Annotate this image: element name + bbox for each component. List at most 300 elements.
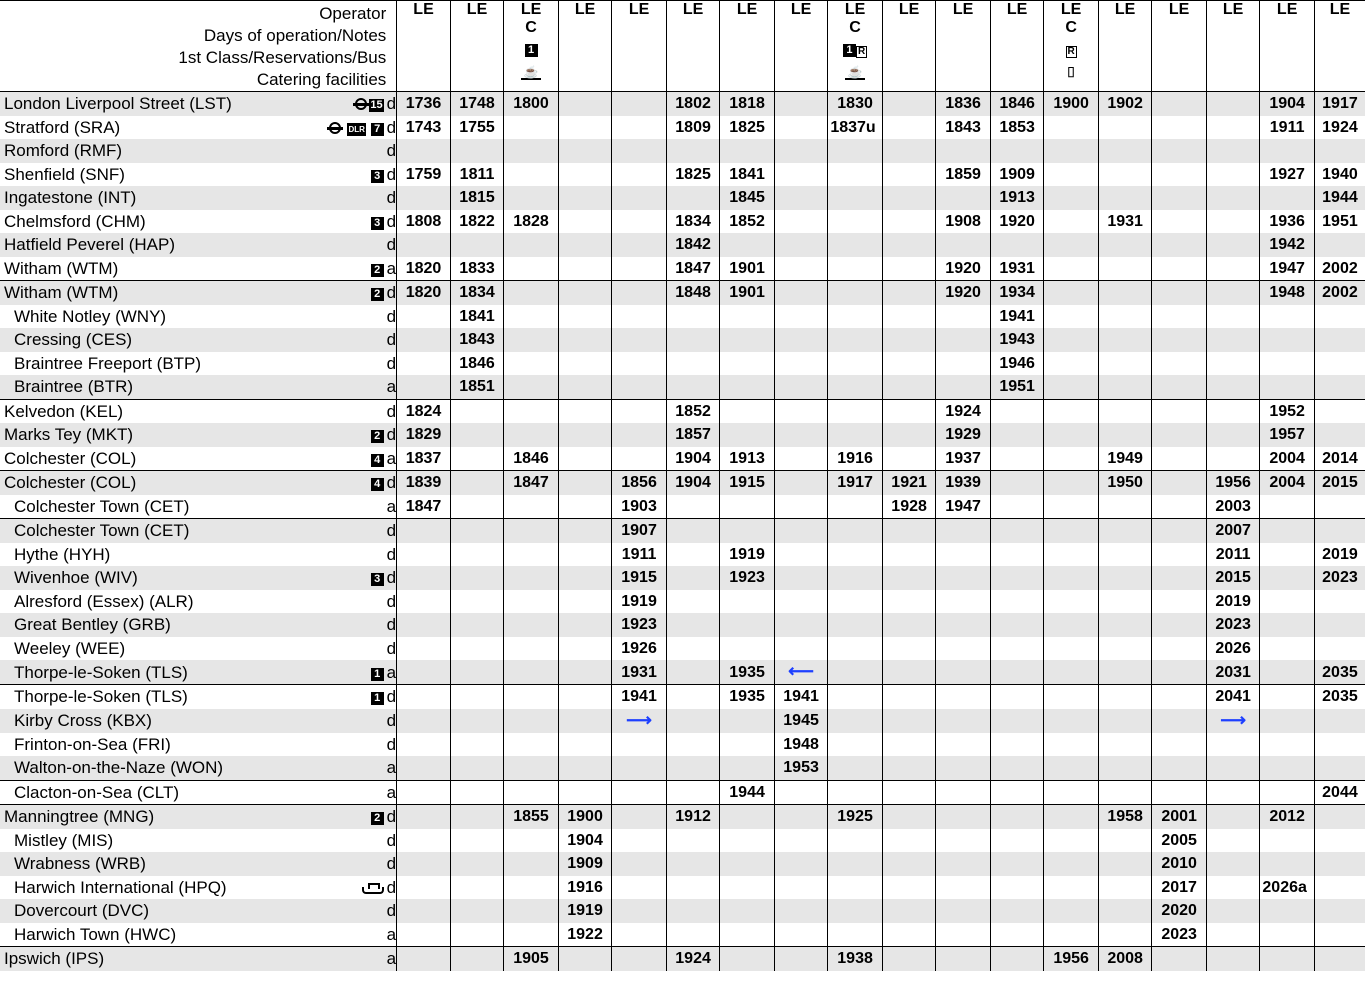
- time-cell: 1931: [612, 660, 667, 685]
- service-column-header: [882, 1, 936, 92]
- station-facilities: [303, 899, 387, 923]
- time-cell: [397, 305, 451, 329]
- time-cell: [1152, 257, 1207, 281]
- time-cell: [1260, 923, 1315, 947]
- time-cell: 2010: [1152, 852, 1207, 876]
- time-cell: 1915: [720, 471, 775, 495]
- class-reservation-icon: [1152, 41, 1206, 63]
- station-row: [0, 519, 1365, 543]
- time-cell: [1260, 637, 1315, 661]
- time-cell: [666, 375, 720, 399]
- time-cell: [1044, 852, 1099, 876]
- time-cell: [1206, 805, 1260, 829]
- arrive-depart-indicator: d: [387, 281, 397, 305]
- station-name: White Notley (WNY): [0, 305, 303, 329]
- time-cell: [720, 352, 775, 376]
- time-cell: [450, 876, 504, 900]
- time-cell: [1044, 637, 1099, 661]
- catering-cell: [1315, 63, 1365, 85]
- time-cell: [450, 637, 504, 661]
- time-cell: [1044, 756, 1099, 780]
- station-facilities: [303, 685, 387, 709]
- time-cell: [504, 328, 559, 352]
- time-cell: [1098, 375, 1152, 399]
- interchange-time-icon: 1: [371, 692, 384, 705]
- time-cell: [990, 399, 1044, 423]
- time-cell: [612, 375, 667, 399]
- timetable-header: [0, 1, 1365, 92]
- interchange-time-icon: 2: [371, 430, 384, 443]
- station-name: Colchester Town (CET): [0, 519, 303, 543]
- time-cell: [450, 613, 504, 637]
- time-cell: [936, 733, 991, 757]
- class-reservation-icon: [1207, 41, 1260, 63]
- time-cell: [1152, 447, 1207, 471]
- time-cell: [1314, 876, 1365, 900]
- station-facilities: [303, 637, 387, 661]
- time-cell: [882, 233, 936, 257]
- time-cell: [774, 233, 828, 257]
- service-column-header: [1044, 1, 1099, 92]
- time-cell: 2015: [1314, 471, 1365, 495]
- time-cell: [666, 852, 720, 876]
- time-cell: [1152, 139, 1207, 163]
- station-facilities: [303, 281, 387, 305]
- class-reservation-icon: [1044, 41, 1098, 63]
- time-cell: [504, 899, 559, 923]
- time-cell: [990, 566, 1044, 590]
- time-cell: [397, 685, 451, 709]
- station-row: [0, 210, 1365, 234]
- days-note: [667, 19, 720, 41]
- time-cell: 1900: [1044, 92, 1099, 116]
- time-cell: [720, 923, 775, 947]
- time-cell: 1736: [397, 92, 451, 116]
- station-row: [0, 805, 1365, 829]
- time-cell: 1847: [504, 471, 559, 495]
- class-reservation-icon: [504, 41, 558, 63]
- time-cell: [504, 613, 559, 637]
- time-cell: [936, 923, 991, 947]
- operator-code: LE: [1276, 1, 1298, 18]
- time-cell: [990, 805, 1044, 829]
- time-cell: [558, 399, 612, 423]
- station-facilities: [303, 328, 387, 352]
- time-cell: [1260, 829, 1315, 853]
- time-cell: [558, 116, 612, 140]
- time-cell: [1260, 709, 1315, 733]
- time-cell: 2004: [1260, 471, 1315, 495]
- station-facilities: [303, 543, 387, 567]
- arrive-depart-indicator: a: [387, 923, 397, 947]
- station-row: [0, 566, 1365, 590]
- time-cell: [990, 947, 1044, 971]
- time-cell: [504, 733, 559, 757]
- time-cell: [1260, 899, 1315, 923]
- time-cell: [1314, 709, 1365, 733]
- time-cell: [666, 590, 720, 614]
- time-cell: [990, 876, 1044, 900]
- time-cell: [666, 139, 720, 163]
- time-cell: [828, 613, 883, 637]
- time-cell: [1314, 590, 1365, 614]
- time-cell: [558, 637, 612, 661]
- time-cell: [1314, 423, 1365, 447]
- time-cell: [1260, 375, 1315, 399]
- time-cell: [882, 375, 936, 399]
- interchange-time-icon: 2: [371, 812, 384, 825]
- time-cell: [720, 328, 775, 352]
- time-cell: [504, 660, 559, 685]
- station-facilities: [303, 305, 387, 329]
- time-cell: 1921: [882, 471, 936, 495]
- arrive-depart-indicator: a: [387, 375, 397, 399]
- time-cell: [774, 139, 828, 163]
- time-cell: [1260, 305, 1315, 329]
- service-column-header: [450, 1, 504, 92]
- time-cell: [1098, 852, 1152, 876]
- time-cell: 1904: [666, 447, 720, 471]
- time-cell: [1314, 519, 1365, 543]
- time-cell: [558, 257, 612, 281]
- time-cell: 1952: [1260, 399, 1315, 423]
- operator-code: LE: [898, 1, 920, 18]
- time-cell: [828, 163, 883, 187]
- time-cell: 2001: [1152, 805, 1207, 829]
- class-reservation-icon: [720, 41, 774, 63]
- arrive-depart-indicator: d: [387, 352, 397, 376]
- time-cell: 1922: [558, 923, 612, 947]
- time-cell: 1935: [720, 685, 775, 709]
- time-cell: 1822: [450, 210, 504, 234]
- operator-code: LE: [628, 1, 650, 18]
- interchange-time-icon: 7: [371, 123, 384, 136]
- station-name: Stratford (SRA): [0, 116, 303, 140]
- time-cell: [1152, 163, 1207, 187]
- time-cell: 1920: [990, 210, 1044, 234]
- operator-code: LE: [790, 1, 812, 18]
- station-facilities: [303, 352, 387, 376]
- time-cell: [1206, 186, 1260, 210]
- time-cell: [558, 305, 612, 329]
- time-cell: 2023: [1314, 566, 1365, 590]
- station-row: [0, 733, 1365, 757]
- time-cell: 1902: [1098, 92, 1152, 116]
- time-cell: [1206, 852, 1260, 876]
- class-reservation-icon: [775, 41, 828, 63]
- time-cell: [774, 471, 828, 495]
- time-cell: [397, 923, 451, 947]
- time-cell: 2019: [1206, 590, 1260, 614]
- service-column-header: [990, 1, 1044, 92]
- time-cell: 1935: [720, 660, 775, 685]
- station-name: Marks Tey (MKT): [0, 423, 303, 447]
- arrive-depart-indicator: d: [387, 399, 397, 423]
- time-cell: 1915: [612, 566, 667, 590]
- station-row: [0, 709, 1365, 733]
- time-cell: [1098, 543, 1152, 567]
- station-facilities: [303, 805, 387, 829]
- header-label: 1st Class/Reservations/Bus: [178, 48, 387, 67]
- time-cell: [504, 233, 559, 257]
- operator-code: LE: [1222, 1, 1244, 18]
- time-cell: 1900: [558, 805, 612, 829]
- interchange-time-icon: 4: [371, 478, 384, 491]
- arrow-right-icon: [1206, 709, 1260, 733]
- station-row: [0, 852, 1365, 876]
- time-cell: [1152, 590, 1207, 614]
- header-label: Catering facilities: [256, 70, 387, 89]
- time-cell: [612, 257, 667, 281]
- time-cell: [397, 709, 451, 733]
- days-note: [559, 19, 612, 41]
- station-row: [0, 375, 1365, 399]
- time-cell: [397, 805, 451, 829]
- station-name: Kelvedon (KEL): [0, 399, 303, 423]
- time-cell: [1044, 519, 1099, 543]
- time-cell: [504, 352, 559, 376]
- arrive-depart-indicator: a: [387, 780, 397, 805]
- time-cell: [612, 756, 667, 780]
- time-cell: [828, 709, 883, 733]
- time-cell: 1836: [936, 92, 991, 116]
- time-cell: 2026a: [1260, 876, 1315, 900]
- arrive-depart-indicator: d: [387, 519, 397, 543]
- arrive-depart-indicator: d: [387, 305, 397, 329]
- time-cell: [666, 613, 720, 637]
- time-cell: [828, 543, 883, 567]
- arrive-depart-indicator: d: [387, 423, 397, 447]
- time-cell: [882, 923, 936, 947]
- time-cell: [990, 139, 1044, 163]
- time-cell: [828, 923, 883, 947]
- time-cell: [1314, 805, 1365, 829]
- time-cell: [882, 637, 936, 661]
- time-cell: [504, 399, 559, 423]
- time-cell: 1845: [720, 186, 775, 210]
- days-note: [1315, 19, 1365, 41]
- days-note: [1207, 19, 1260, 41]
- time-cell: [1314, 829, 1365, 853]
- station-row: [0, 92, 1365, 116]
- time-cell: [882, 733, 936, 757]
- interchange-time-icon: 3: [371, 217, 384, 230]
- time-cell: [558, 328, 612, 352]
- time-cell: [1044, 780, 1099, 805]
- catering-cell: [397, 63, 450, 85]
- time-cell: [397, 733, 451, 757]
- arrive-depart-indicator: d: [387, 876, 397, 900]
- time-cell: [1152, 947, 1207, 971]
- time-cell: 1841: [450, 305, 504, 329]
- time-cell: [1260, 852, 1315, 876]
- time-cell: [1152, 660, 1207, 685]
- time-cell: [1044, 733, 1099, 757]
- station-row: [0, 876, 1365, 900]
- time-cell: 2007: [1206, 519, 1260, 543]
- catering-cell: [612, 63, 666, 85]
- time-cell: [1260, 613, 1315, 637]
- time-cell: [1098, 756, 1152, 780]
- days-note: [1152, 19, 1206, 41]
- time-cell: 1924: [1314, 116, 1365, 140]
- time-cell: [774, 186, 828, 210]
- time-cell: 2015: [1206, 566, 1260, 590]
- operator-code: LE: [520, 1, 542, 18]
- time-cell: [1152, 471, 1207, 495]
- time-cell: [720, 829, 775, 853]
- time-cell: [558, 660, 612, 685]
- station-name: Ipswich (IPS): [0, 947, 303, 971]
- time-cell: [720, 947, 775, 971]
- station-name: Thorpe-le-Soken (TLS): [0, 660, 303, 685]
- catering-cell: [667, 63, 720, 85]
- arrive-depart-indicator: d: [387, 471, 397, 495]
- arrow-right-icon: ⟶: [626, 709, 652, 730]
- time-cell: 1947: [1260, 257, 1315, 281]
- time-cell: [936, 328, 991, 352]
- time-cell: 1944: [1314, 186, 1365, 210]
- time-cell: [397, 590, 451, 614]
- catering-cell: [775, 63, 828, 85]
- time-cell: [1314, 375, 1365, 399]
- first-class-icon: 1: [525, 44, 538, 57]
- catering-cell: [1207, 63, 1260, 85]
- time-cell: [990, 447, 1044, 471]
- time-cell: 1903: [612, 495, 667, 519]
- service-column-header: [666, 1, 720, 92]
- underground-icon: [355, 98, 367, 110]
- arrive-depart-indicator: d: [387, 829, 397, 853]
- arrive-depart-indicator: a: [387, 447, 397, 471]
- operator-code: LE: [844, 1, 866, 18]
- station-row: [0, 281, 1365, 305]
- days-note: C: [1065, 19, 1077, 36]
- station-row: [0, 328, 1365, 352]
- time-cell: [936, 780, 991, 805]
- time-cell: [1314, 305, 1365, 329]
- time-cell: [828, 637, 883, 661]
- time-cell: [990, 733, 1044, 757]
- time-cell: [720, 637, 775, 661]
- station-facilities: [303, 829, 387, 853]
- time-cell: 1953: [774, 756, 828, 780]
- station-name: Hatfield Peverel (HAP): [0, 233, 303, 257]
- time-cell: [666, 305, 720, 329]
- time-cell: [1044, 495, 1099, 519]
- time-cell: [882, 590, 936, 614]
- time-cell: [397, 876, 451, 900]
- arrive-depart-indicator: a: [387, 495, 397, 519]
- time-cell: 1913: [990, 186, 1044, 210]
- time-cell: [1314, 947, 1365, 971]
- time-cell: [504, 829, 559, 853]
- time-cell: 1951: [990, 375, 1044, 399]
- time-cell: [936, 660, 991, 685]
- time-cell: 1919: [720, 543, 775, 567]
- catering-cell: [991, 63, 1044, 85]
- time-cell: [450, 805, 504, 829]
- time-cell: [397, 660, 451, 685]
- time-cell: [397, 780, 451, 805]
- time-cell: [1098, 352, 1152, 376]
- time-cell: [558, 352, 612, 376]
- time-cell: 1911: [612, 543, 667, 567]
- catering-cell: [451, 63, 504, 85]
- time-cell: [936, 829, 991, 853]
- days-note: [1099, 19, 1152, 41]
- time-cell: [990, 709, 1044, 733]
- time-cell: [1152, 566, 1207, 590]
- time-cell: 1942: [1260, 233, 1315, 257]
- time-cell: [612, 352, 667, 376]
- time-cell: [1206, 352, 1260, 376]
- arrive-depart-indicator: d: [387, 543, 397, 567]
- time-cell: 2041: [1206, 685, 1260, 709]
- service-column-header: [397, 1, 451, 92]
- catering-cell: [1152, 63, 1206, 85]
- time-cell: [450, 495, 504, 519]
- days-note: [1260, 19, 1314, 41]
- trolley-icon: ⌷: [1066, 64, 1076, 80]
- reservation-icon: R: [1067, 46, 1075, 57]
- time-cell: 1829: [397, 423, 451, 447]
- time-cell: 1743: [397, 116, 451, 140]
- time-cell: [936, 305, 991, 329]
- station-name: Braintree Freeport (BTP): [0, 352, 303, 376]
- station-facilities: [303, 423, 387, 447]
- time-cell: [504, 116, 559, 140]
- days-note: C: [525, 19, 537, 36]
- station-name: Shenfield (SNF): [0, 163, 303, 187]
- time-cell: [774, 947, 828, 971]
- time-cell: 1957: [1260, 423, 1315, 447]
- time-cell: [450, 685, 504, 709]
- days-note: [936, 19, 990, 41]
- arrive-depart-indicator: d: [387, 709, 397, 733]
- time-cell: [1044, 613, 1099, 637]
- time-cell: 1909: [990, 163, 1044, 187]
- time-cell: [828, 495, 883, 519]
- time-cell: 1802: [666, 92, 720, 116]
- time-cell: [558, 186, 612, 210]
- time-cell: 1919: [558, 899, 612, 923]
- time-cell: [1206, 375, 1260, 399]
- time-cell: 1825: [720, 116, 775, 140]
- station-name: Clacton-on-Sea (CLT): [0, 780, 303, 805]
- station-facilities: [303, 566, 387, 590]
- time-cell: [828, 423, 883, 447]
- time-cell: [936, 375, 991, 399]
- time-cell: 1956: [1044, 947, 1099, 971]
- time-cell: 1837u: [828, 116, 883, 140]
- time-cell: [397, 519, 451, 543]
- time-cell: [1044, 210, 1099, 234]
- time-cell: [990, 613, 1044, 637]
- time-cell: [828, 685, 883, 709]
- station-name: Kirby Cross (KBX): [0, 709, 303, 733]
- time-cell: [612, 116, 667, 140]
- arrow-right-icon: [612, 709, 667, 733]
- time-cell: [558, 566, 612, 590]
- time-cell: [720, 305, 775, 329]
- time-cell: 2012: [1260, 805, 1315, 829]
- operator-code: LE: [1060, 1, 1082, 18]
- station-name: Weeley (WEE): [0, 637, 303, 661]
- station-row: [0, 471, 1365, 495]
- time-cell: [1098, 709, 1152, 733]
- time-cell: [1206, 139, 1260, 163]
